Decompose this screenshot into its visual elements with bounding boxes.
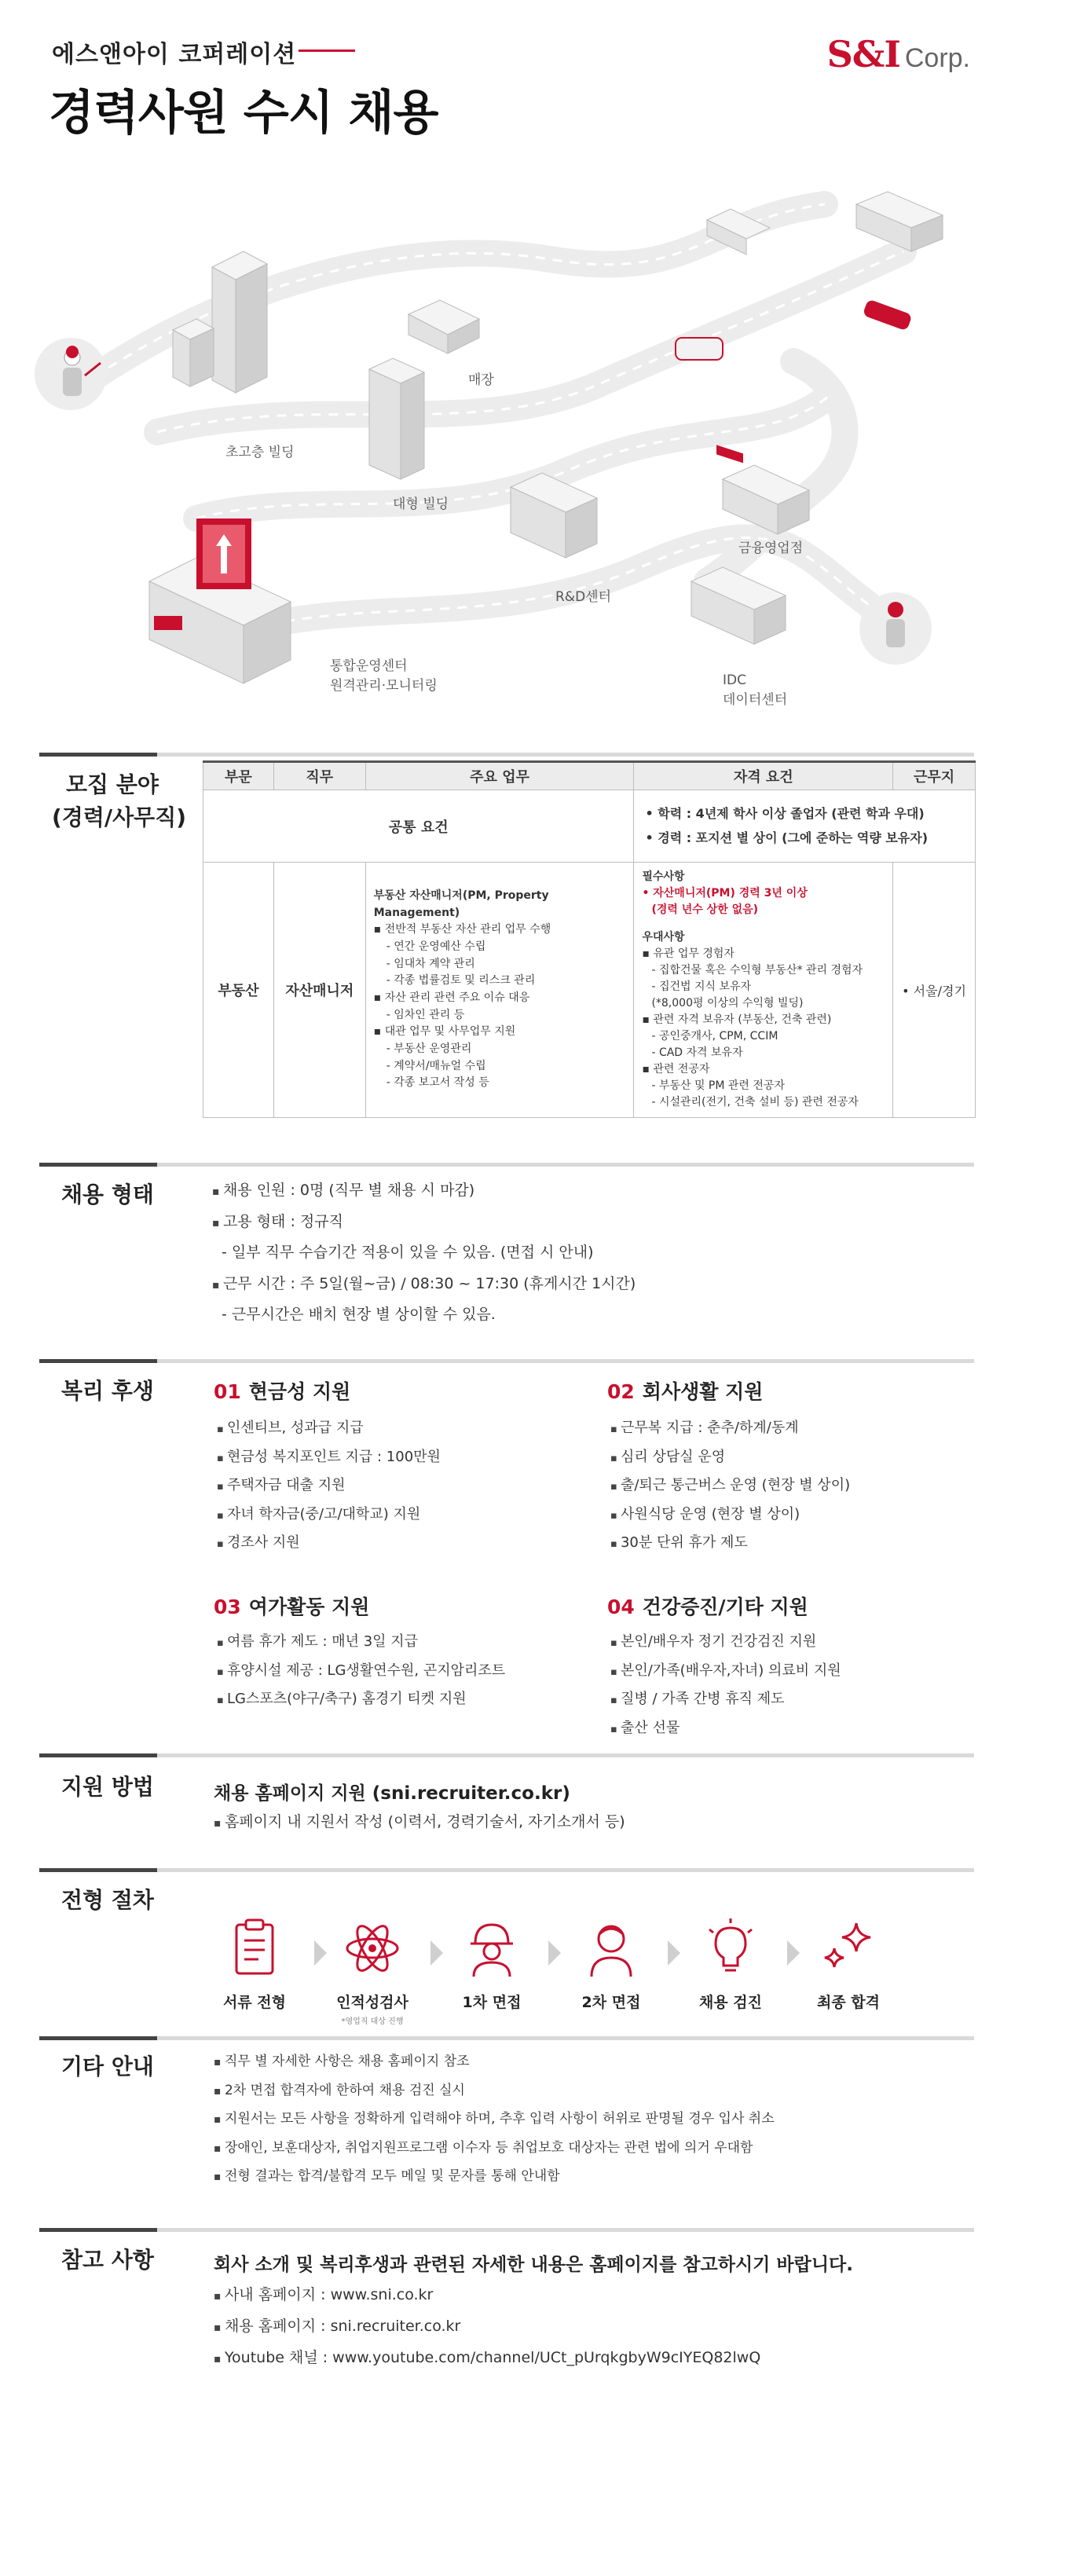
qualifications-cell [634, 863, 893, 1118]
list-item: ▪ 출/퇴근 통근버스 운영 (현장 별 상이) [610, 1471, 850, 1501]
common-label: 공통 요건 [203, 790, 634, 863]
section-divider [39, 1868, 974, 1872]
list-item: ▪ 채용 인원 : 0명 (직무 별 채용 시 마감) [212, 1175, 636, 1207]
table-row [203, 863, 976, 1118]
col-location: 근무지 [893, 762, 976, 790]
location-cell: • 서울/경기 [893, 863, 976, 1118]
section-divider [39, 2228, 974, 2232]
common-requirements-row [203, 790, 976, 863]
recruit-title-line1: 모집 분야 [66, 771, 159, 797]
list-item: ▪ 지원서는 모든 사항을 정확하게 입력해야 하며, 추후 입력 사항이 허위로 판명될 경우 입사 취소 [214, 2105, 775, 2134]
duty-line: - 각종 법률검토 및 리스크 관리 [386, 974, 536, 988]
benefits-section-title: 복리 후생 [61, 1378, 154, 1404]
duties-head: 부동산 자산매니저(PM, Property Management) [373, 889, 549, 919]
apply-line: ▪ 홈페이지 내 지원서 작성 (이력서, 경력기술서, 자기소개서 등) [214, 1807, 625, 1838]
list-item: ▪ LG스포츠(야구/축구) 홈경기 티켓 지원 [217, 1685, 505, 1714]
process-section-title: 전형 절차 [61, 1887, 154, 1913]
list-item: ▪ 근무복 지급 : 춘추/하계/동계 [610, 1414, 850, 1443]
list-item: ▪ 휴양시설 제공 : LG생활연수원, 곤지암리조트 [217, 1657, 505, 1686]
step-label: 채용 검진 [698, 1994, 763, 2011]
list-item: ▪ 질병 / 가족 간병 휴직 제도 [610, 1685, 841, 1714]
division-cell: 부동산 [203, 863, 274, 1118]
page-header [0, 0, 1088, 141]
business-map-illustration [0, 189, 1088, 723]
apply-head: 채용 홈페이지 지원 (sni.recruiter.co.kr) [214, 1783, 570, 1804]
section-divider [39, 1163, 974, 1167]
reference-list [214, 2280, 760, 2374]
step-interview-2 [556, 1917, 666, 2012]
list-item: ▪ 30분 단위 휴가 제도 [610, 1529, 850, 1558]
pref-line: - CAD 자격 보유자 [651, 1046, 743, 1059]
apply-section-title: 지원 방법 [61, 1774, 154, 1800]
duty-line: - 연간 운영예산 수립 [386, 940, 486, 953]
ops-center-sub: 원격관리·모니터링 [330, 677, 438, 694]
common-requirements [634, 790, 976, 863]
pref-line: - 시설관리(전기, 건축 설비 등) 관련 전공자 [651, 1096, 859, 1108]
company-name: 에스앤아이 코퍼레이션 [52, 41, 297, 68]
atom-icon [341, 1917, 404, 1980]
person-icon [584, 1917, 639, 1980]
benefit-list-leisure [217, 1628, 505, 1714]
logo-mark: S&I [826, 33, 900, 75]
duty-line: ▪ 전반적 부동산 자산 관리 업무 수행 [373, 923, 551, 936]
list-item: ▪ 본인/가족(배우자,자녀) 의료비 지원 [610, 1657, 841, 1686]
section-divider [39, 2036, 974, 2040]
label-idc [723, 671, 787, 709]
pref-line: - 집합건물 혹은 수익형 부동산* 관리 경험자 [651, 964, 863, 977]
step-document [200, 1917, 310, 2012]
idc-sub: 데이터센터 [723, 691, 788, 708]
isometric-city-illustration [0, 189, 1088, 723]
step-aptitude [317, 1917, 427, 2026]
section-divider [39, 753, 974, 757]
worker-helmet-icon [464, 1917, 519, 1980]
list-item: - 근무시간은 배치 현장 별 상이할 수 있음. [222, 1306, 496, 1324]
pref-head: 우대사항 [642, 931, 685, 944]
label-store: 매장 [468, 372, 494, 388]
duty-line: - 각종 보고서 작성 등 [386, 1076, 489, 1090]
recruit-title-line2: (경력/사무직) [52, 804, 187, 830]
list-item: ▪ 사원식당 운영 (현장 별 상이) [610, 1501, 850, 1530]
pref-line: (*8,000평 이상의 수익형 빌딩) [651, 997, 804, 1010]
document-icon [227, 1917, 282, 1980]
other-section-title: 기타 안내 [61, 2054, 154, 2079]
duty-line: ▪ 대관 업무 및 사무업무 지원 [373, 1025, 516, 1039]
list-item: ▪ 주택자금 대출 지원 [217, 1471, 441, 1501]
col-job: 직무 [273, 762, 365, 790]
step-label: 최종 합격 [816, 1994, 881, 2011]
duties-cell [365, 863, 634, 1118]
col-qualifications: 자격 요건 [634, 762, 893, 790]
requirement-experience: • 경력 : 포지션 별 상이 (그에 준하는 역량 보유자) [645, 830, 929, 845]
job-cell: 자산매니저 [273, 863, 365, 1118]
list-item: ▪ 현금성 복지포인트 지급 : 100만원 [217, 1443, 441, 1472]
step-label: 1차 면접 [462, 1994, 522, 2011]
pref-line: - 집건법 지식 보유자 [651, 980, 752, 993]
page-title: 경력사원 수시 채용 [49, 86, 438, 141]
step-final [793, 1917, 903, 2012]
list-item: ▪ 자녀 학자금(중/고/대학교) 지원 [217, 1501, 441, 1530]
apply-list [214, 1807, 625, 1838]
benefit-group-title: 01 현금성 지원 [214, 1380, 351, 1403]
list-item: ▪ 고용 형태 : 정규직 [212, 1207, 636, 1238]
list-item: ▪ 사내 홈페이지 : www.sni.co.kr [214, 2280, 760, 2311]
step-interview-1 [437, 1917, 547, 2012]
label-finance-branch: 금융영업점 [738, 540, 804, 556]
lightbulb-icon [703, 1917, 758, 1980]
list-item: ▪ 인센티브, 성과급 지급 [217, 1414, 441, 1443]
list-item: ▪ 경조사 지원 [217, 1529, 441, 1558]
must-line2: (경력 년수 상한 없음) [651, 903, 759, 916]
requirement-education: • 학력 : 4년제 학사 이상 졸업자 (관련 학과 우대) [645, 806, 925, 822]
list-item: ▪ 근무 시간 : 주 5일(월~금) / 08:30 ~ 17:30 (휴게시간 1시간) [212, 1269, 636, 1300]
pref-line: ▪ 유관 업무 경험자 [642, 947, 734, 960]
other-list [214, 2047, 775, 2191]
list-item: ▪ 전형 결과는 합격/불합격 모두 메일 및 문자를 통해 안내함 [214, 2162, 775, 2191]
title-accent-line [299, 49, 355, 52]
step-medical [676, 1917, 786, 2012]
benefit-list-worklife [610, 1414, 850, 1558]
step-note: *영업직 대상 진행 [341, 2017, 404, 2026]
table-header-row [203, 762, 976, 790]
step-label: 인적성검사 [336, 1994, 408, 2011]
list-item: ▪ 2차 면접 합격자에 한하여 채용 검진 실시 [214, 2076, 775, 2105]
duty-line: - 계약서/매뉴얼 수립 [386, 1059, 486, 1072]
list-item: ▪ 장애인, 보훈대상자, 취업지원프로그램 이수자 등 취업보호 대상자는 관련 법에 의거 우대함 [214, 2134, 775, 2163]
list-item: ▪ 심리 상담실 운영 [610, 1443, 850, 1472]
section-divider [39, 1753, 974, 1757]
col-division: 부문 [203, 762, 274, 790]
employment-list [212, 1175, 636, 1331]
recruit-table [203, 760, 976, 1118]
list-item: - 일부 직무 수습기간 적용이 있을 수 있음. (면접 시 안내) [222, 1244, 594, 1262]
duty-line: - 임차인 관리 등 [386, 1008, 465, 1021]
list-item: ▪ 직무 별 자세한 사항은 채용 홈페이지 참조 [214, 2047, 775, 2076]
recruit-section-title [52, 768, 186, 834]
duty-line: - 임대차 계약 관리 [386, 957, 475, 970]
duty-line: ▪ 자산 관리 관련 주요 이슈 대응 [373, 991, 530, 1004]
list-item: ▪ 채용 홈페이지 : sni.recruiter.co.kr [214, 2311, 760, 2343]
duty-line: - 부동산 운영관리 [386, 1042, 472, 1056]
list-item: ▪ Youtube 채널 : www.youtube.com/channel/UCt_pUrqkgbyW9cIYEQ82lwQ [214, 2343, 760, 2374]
benefit-group-title: 03 여가활동 지원 [214, 1596, 370, 1618]
pref-line: ▪ 관련 자격 보유자 (부동산, 건축 관련) [642, 1013, 832, 1026]
must-head: 필수사항 [642, 870, 685, 883]
pref-line: - 부동산 및 PM 관련 전공자 [651, 1079, 785, 1092]
reference-head: 회사 소개 및 복리후생과 관련된 자세한 내용은 홈페이지를 참고하시기 바랍니다. [214, 2255, 853, 2275]
duties-list [374, 922, 626, 1092]
employment-section-title: 채용 형태 [61, 1182, 154, 1207]
benefit-list-health [610, 1628, 841, 1742]
benefit-group-title: 02 회사생활 지원 [607, 1380, 764, 1403]
benefit-list-cash [217, 1414, 441, 1558]
pref-line: ▪ 관련 전공자 [642, 1063, 710, 1075]
ops-center-title: 통합운영센터 [330, 658, 408, 674]
section-divider [39, 1359, 974, 1363]
must-line1: • 자산매니저(PM) 경력 3년 이상 [642, 887, 808, 900]
sparkle-icon [817, 1917, 880, 1980]
logo-corp: Corp. [904, 43, 970, 73]
step-label: 서류 전형 [222, 1994, 287, 2011]
reference-section-title: 참고 사항 [61, 2247, 154, 2273]
label-tall-building: 초고층 빌딩 [225, 445, 295, 460]
label-rnd-center: R&D센터 [555, 589, 612, 605]
company-logo [827, 33, 970, 75]
step-label: 2차 면접 [581, 1994, 641, 2011]
idc-title: IDC [723, 672, 746, 688]
benefit-group-title: 04 건강증진/기타 지원 [607, 1596, 808, 1618]
col-duties: 주요 업무 [365, 762, 634, 790]
label-ops-center [330, 657, 438, 695]
pref-list [642, 946, 885, 1111]
list-item: ▪ 여름 휴가 제도 : 매년 3일 지급 [217, 1628, 505, 1657]
pref-line: - 공인중개사, CPM, CCIM [651, 1030, 778, 1042]
list-item: ▪ 출산 선물 [610, 1714, 841, 1743]
list-item: ▪ 본인/배우자 정기 건강검진 지원 [610, 1628, 841, 1657]
label-large-building: 대형 빌딩 [393, 497, 449, 512]
